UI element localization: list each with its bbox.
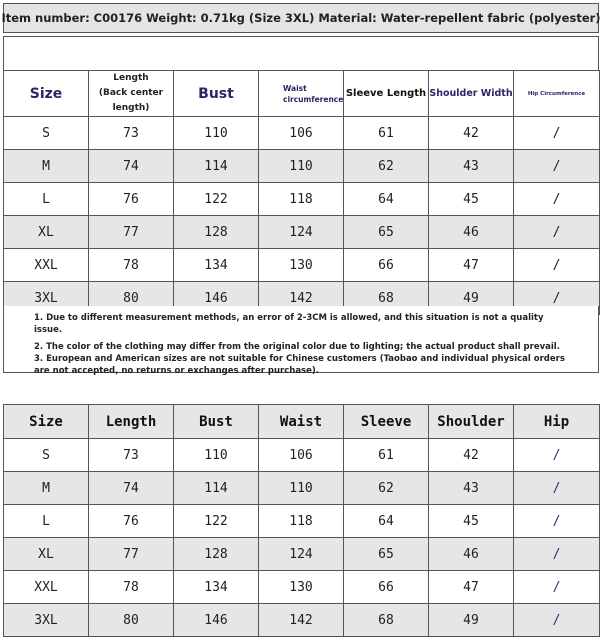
cell-waist: 118 [259,505,344,538]
header-length [89,71,174,117]
cell-length: 77 [89,216,174,249]
cell-waist: 124 [259,538,344,571]
cell-bust: 110 [174,439,259,472]
table-row [4,439,600,472]
measurement-notes [3,306,599,376]
cell-length: 78 [89,249,174,282]
cell-shoulder: 45 [429,505,514,538]
size-chart-detailed [3,70,600,315]
cell-bust: 128 [174,538,259,571]
table-row [4,216,600,249]
cell-bust: 122 [174,505,259,538]
cell-bust: 134 [174,249,259,282]
cell-shoulder: 45 [429,183,514,216]
cell-shoulder: 47 [429,249,514,282]
cell-hip: / [514,249,600,282]
table-row [4,505,600,538]
cell-size: XXL [4,571,89,604]
header-sleeve: Sleeve [344,405,429,439]
cell-hip: / [514,282,600,315]
cell-hip: / [514,472,600,505]
cell-length: 76 [89,183,174,216]
header-waist: Waist [259,405,344,439]
cell-sleeve: 65 [344,538,429,571]
cell-waist: 130 [259,571,344,604]
header-length-main: Length [113,73,149,83]
cell-shoulder: 42 [429,439,514,472]
cell-size: 3XL [4,282,89,315]
header-row [4,71,600,117]
cell-shoulder: 47 [429,571,514,604]
cell-hip: / [514,571,600,604]
cell-waist: 142 [259,282,344,315]
cell-sleeve: 66 [344,249,429,282]
cell-waist: 130 [259,249,344,282]
header-waist [259,71,344,117]
cell-size: XL [4,538,89,571]
cell-hip: / [514,216,600,249]
cell-sleeve: 68 [344,604,429,637]
table-row [4,183,600,216]
note-measurement-error: 1. Due to different measurement methods, an error of 2-3CM is allowed, and this situation is not a quality issue. [34,313,544,335]
header-bust: Bust [174,71,259,117]
cell-waist: 124 [259,216,344,249]
header-length: Length [89,405,174,439]
header-hip: Hip Circumference [514,71,600,117]
cell-size: S [4,117,89,150]
cell-sleeve: 62 [344,150,429,183]
cell-length: 76 [89,505,174,538]
table-row [4,604,600,637]
table-row [4,472,600,505]
table-row [4,538,600,571]
header-shoulder: Shoulder Width [429,71,514,117]
header-row [4,405,600,439]
cell-sleeve: 68 [344,282,429,315]
cell-bust: 146 [174,282,259,315]
header-size: Size [4,71,89,117]
cell-hip: / [514,505,600,538]
cell-shoulder: 49 [429,604,514,637]
cell-bust: 134 [174,571,259,604]
cell-shoulder: 43 [429,472,514,505]
cell-shoulder: 46 [429,216,514,249]
cell-size: S [4,439,89,472]
table-row [4,117,600,150]
cell-sleeve: 65 [344,216,429,249]
size-chart-simple [3,404,600,637]
header-size: Size [4,405,89,439]
cell-sleeve: 66 [344,571,429,604]
header-waist-line1: Waist [283,83,307,93]
header-waist-line2: circumference [283,94,344,104]
cell-sleeve: 62 [344,472,429,505]
cell-length: 73 [89,439,174,472]
cell-length: 80 [89,604,174,637]
cell-shoulder: 46 [429,538,514,571]
cell-shoulder: 49 [429,282,514,315]
cell-size: M [4,150,89,183]
product-info-header [3,3,599,33]
cell-sleeve: 64 [344,505,429,538]
cell-length: 80 [89,282,174,315]
header-sleeve: Sleeve Length [344,71,429,117]
cell-size: XL [4,216,89,249]
blank-banner [3,36,599,70]
note-color-and-sizing: 2. The color of the clothing may differ from the original color due to lighting; the actual product shall prevail. 3. European and American sizes are not suitable for Chinese customers (Taobao and individual physical orders are not accepted, no returns or exchanges after purchase). [34,342,565,376]
cell-length: 77 [89,538,174,571]
cell-sleeve: 61 [344,117,429,150]
cell-size: XXL [4,249,89,282]
cell-hip: / [514,150,600,183]
cell-length: 74 [89,150,174,183]
cell-hip: / [514,117,600,150]
cell-length: 74 [89,472,174,505]
header-bust: Bust [174,405,259,439]
cell-waist: 110 [259,472,344,505]
table-row [4,571,600,604]
cell-hip: / [514,183,600,216]
cell-size: L [4,505,89,538]
cell-size: L [4,183,89,216]
cell-hip: / [514,439,600,472]
table-row [4,249,600,282]
cell-length: 78 [89,571,174,604]
cell-sleeve: 64 [344,183,429,216]
header-length-sub: (Back center length) [98,88,164,113]
cell-bust: 146 [174,604,259,637]
cell-hip: / [514,604,600,637]
cell-bust: 110 [174,117,259,150]
cell-hip: / [514,538,600,571]
cell-waist: 106 [259,117,344,150]
cell-size: 3XL [4,604,89,637]
cell-length: 73 [89,117,174,150]
product-info-text: Item number: C00176 Weight: 0.71kg (Size 3XL) Material: Water-repellent fabric (polyester) [1,11,601,25]
cell-bust: 128 [174,216,259,249]
header-shoulder: Shoulder [429,405,514,439]
cell-waist: 110 [259,150,344,183]
cell-bust: 114 [174,150,259,183]
cell-shoulder: 42 [429,117,514,150]
cell-waist: 142 [259,604,344,637]
cell-shoulder: 43 [429,150,514,183]
cell-waist: 118 [259,183,344,216]
cell-size: M [4,472,89,505]
cell-sleeve: 61 [344,439,429,472]
table-row [4,150,600,183]
header-hip: Hip [514,405,600,439]
cell-bust: 122 [174,183,259,216]
cell-bust: 114 [174,472,259,505]
cell-waist: 106 [259,439,344,472]
